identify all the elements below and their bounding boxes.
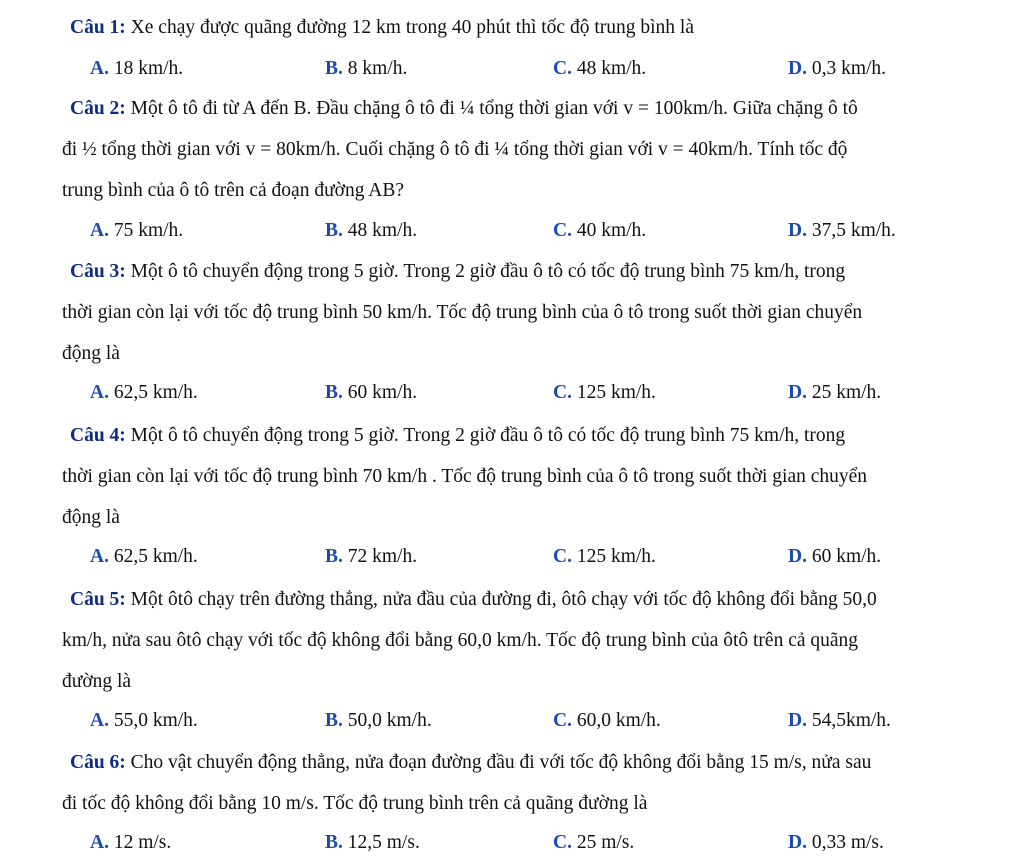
question-1-option-c: C. 48 km/h. bbox=[553, 58, 647, 79]
question-3-option-d: D. 25 km/h. bbox=[788, 382, 882, 403]
question-1-label: Câu 1: bbox=[70, 17, 126, 38]
question-6-option-a: A. 12 m/s. bbox=[90, 832, 172, 853]
question-3-options bbox=[0, 382, 1024, 410]
question-6-label: Câu 6: bbox=[70, 752, 126, 773]
question-4-option-b: B. 72 km/h. bbox=[325, 546, 418, 567]
question-6-option-d: D. 0,33 m/s. bbox=[788, 832, 884, 853]
question-2-text-2: đi ½ tổng thời gian với v = 80km/h. Cuối chặng ô tô đi ¼ tổng thời gian với v = 40km/h. Tính tốc độ bbox=[62, 139, 848, 160]
question-3-line-1 bbox=[70, 261, 845, 283]
question-2-option-d: D. 37,5 km/h. bbox=[788, 220, 896, 241]
question-2-option-a: A. 75 km/h. bbox=[90, 220, 184, 241]
question-5-text-2: km/h, nửa sau ôtô chạy với tốc độ không đổi bằng 60,0 km/h. Tốc độ trung bình của ôtô trên cả quãng bbox=[62, 630, 859, 651]
question-4-option-d: D. 60 km/h. bbox=[788, 546, 882, 567]
question-1-option-d: D. 0,3 km/h. bbox=[788, 58, 887, 79]
question-3-option-b: B. 60 km/h. bbox=[325, 382, 418, 403]
question-4-text-1: Một ô tô chuyển động trong 5 giờ. Trong 2 giờ đầu ô tô có tốc độ trung bình 75 km/h, trong bbox=[130, 425, 846, 446]
question-6-options bbox=[0, 832, 1024, 860]
question-3-text-2: thời gian còn lại với tốc độ trung bình 50 km/h. Tốc độ trung bình của ô tô trong suốt thời gian chuyển bbox=[62, 302, 863, 323]
question-2-text-3: trung bình của ô tô trên cả đoạn đường AB? bbox=[62, 180, 405, 201]
question-2-text-1: Một ô tô đi từ A đến B. Đầu chặng ô tô đi ¼ tổng thời gian với v = 100km/h. Giữa chặng ô tô bbox=[130, 98, 858, 119]
question-2-options bbox=[0, 220, 1024, 248]
question-3-text-3: động là bbox=[62, 343, 120, 364]
question-5-text-3: đường là bbox=[62, 671, 132, 692]
question-3-label: Câu 3: bbox=[70, 261, 126, 282]
question-4-text-2: thời gian còn lại với tốc độ trung bình 70 km/h . Tốc độ trung bình của ô tô trong suốt thời gian chuyển bbox=[62, 466, 868, 487]
question-5-option-a: A. 55,0 km/h. bbox=[90, 710, 198, 731]
question-6-line-1 bbox=[70, 752, 871, 774]
question-6-text-2: đi tốc độ không đổi bằng 10 m/s. Tốc độ trung bình trên cả quãng đường là bbox=[62, 793, 648, 814]
question-1-line-1 bbox=[70, 17, 694, 39]
question-5-options bbox=[0, 710, 1024, 738]
question-3-option-a: A. 62,5 km/h. bbox=[90, 382, 198, 403]
question-5-option-b: B. 50,0 km/h. bbox=[325, 710, 432, 731]
question-4-label: Câu 4: bbox=[70, 425, 126, 446]
question-5-line-1 bbox=[70, 589, 877, 611]
question-5-label: Câu 5: bbox=[70, 589, 126, 610]
question-4-option-a: A. 62,5 km/h. bbox=[90, 546, 198, 567]
question-6-option-c: C. 25 m/s. bbox=[553, 832, 635, 853]
question-5-text-1: Một ôtô chạy trên đường thẳng, nửa đầu của đường đi, ôtô chạy với tốc độ không đổi bằng 50,0 bbox=[130, 589, 877, 610]
question-5-option-c: C. 60,0 km/h. bbox=[553, 710, 661, 731]
question-4-option-c: C. 125 km/h. bbox=[553, 546, 656, 567]
question-4-options bbox=[0, 546, 1024, 574]
question-5-option-d: D. 54,5km/h. bbox=[788, 710, 891, 731]
question-1-option-a: A. 18 km/h. bbox=[90, 58, 184, 79]
question-4-text-3: động là bbox=[62, 507, 120, 528]
question-6-text-1: Cho vật chuyển động thẳng, nửa đoạn đường đầu đi với tốc độ không đổi bằng 15 m/s, nửa sau bbox=[130, 752, 872, 773]
question-1-text: Xe chạy được quãng đường 12 km trong 40 phút thì tốc độ trung bình là bbox=[130, 17, 694, 38]
question-3-option-c: C. 125 km/h. bbox=[553, 382, 656, 403]
question-2-option-c: C. 40 km/h. bbox=[553, 220, 647, 241]
question-6-option-b: B. 12,5 m/s. bbox=[325, 832, 420, 853]
question-1-option-b: B. 8 km/h. bbox=[325, 58, 408, 79]
question-1-options bbox=[0, 58, 1024, 86]
question-2-option-b: B. 48 km/h. bbox=[325, 220, 418, 241]
question-3-text-1: Một ô tô chuyển động trong 5 giờ. Trong 2 giờ đầu ô tô có tốc độ trung bình 75 km/h, trong bbox=[130, 261, 846, 282]
question-2-label: Câu 2: bbox=[70, 98, 126, 119]
question-4-line-1 bbox=[70, 425, 845, 447]
question-2-line-1 bbox=[70, 98, 858, 120]
